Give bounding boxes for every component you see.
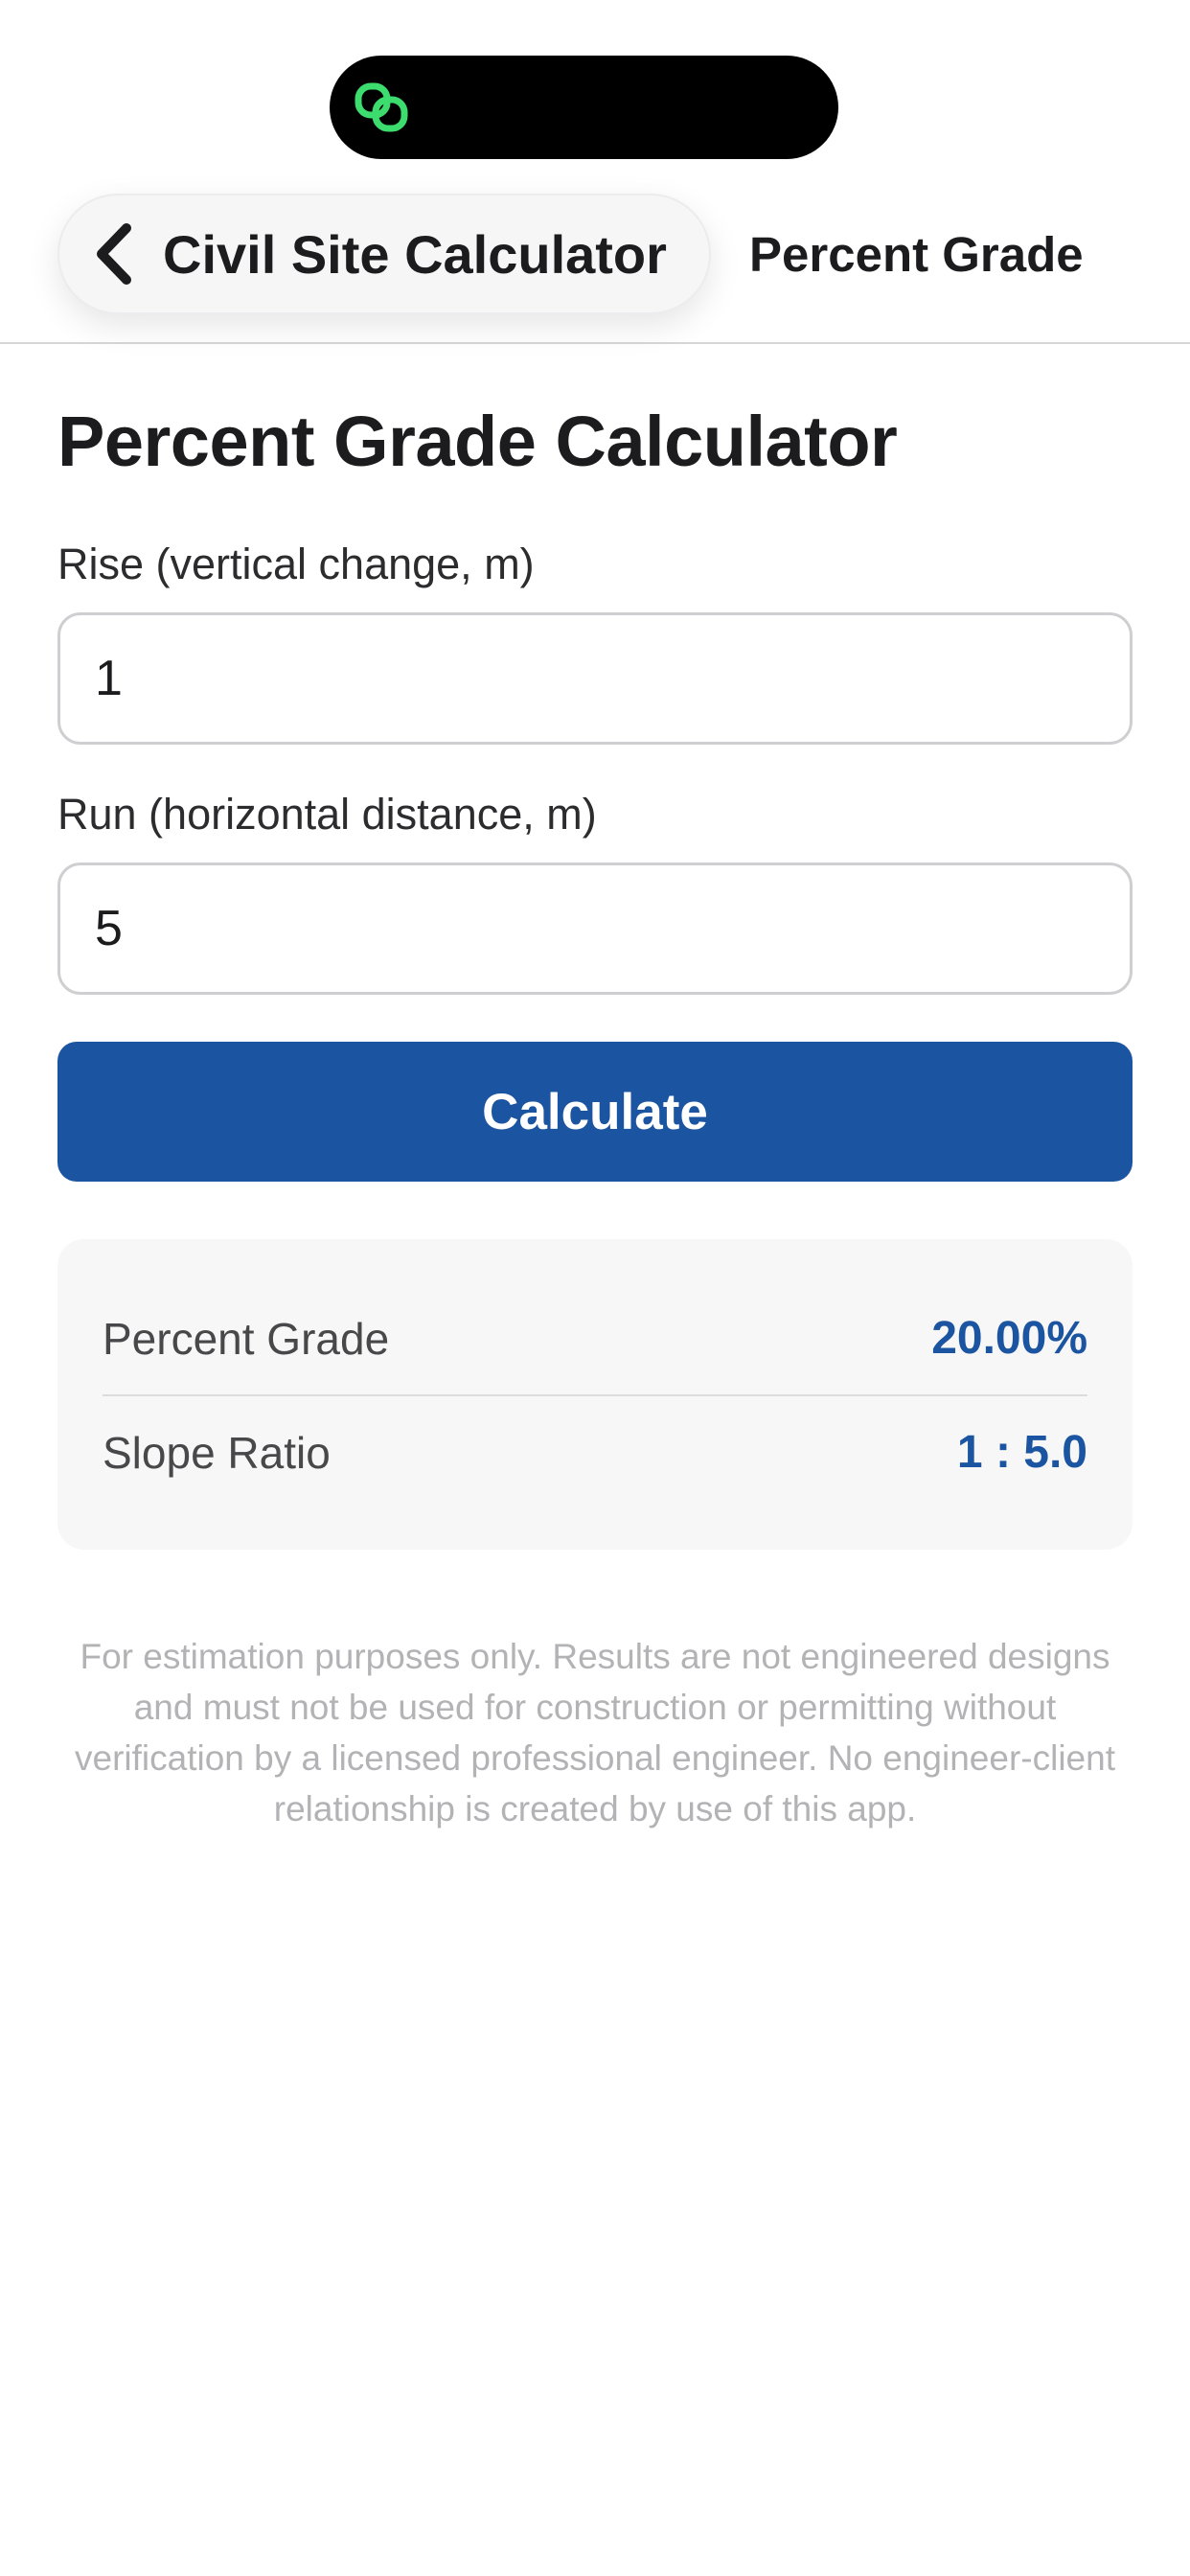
slope-ratio-label: Slope Ratio bbox=[103, 1427, 331, 1478]
calculate-button[interactable]: Calculate bbox=[57, 1042, 1133, 1182]
slope-ratio-row bbox=[103, 1396, 1087, 1508]
results-card bbox=[57, 1239, 1133, 1550]
percent-grade-row bbox=[103, 1282, 1087, 1396]
chevron-left-icon bbox=[90, 220, 136, 288]
back-button-label: Civil Site Calculator bbox=[163, 223, 667, 285]
nav-title: Percent Grade bbox=[749, 227, 1084, 282]
percent-grade-value: 20.00% bbox=[931, 1313, 1087, 1364]
run-input[interactable] bbox=[57, 862, 1133, 995]
disclaimer-text: For estimation purposes only. Results are not engineered designs and must not be used for construction or permitting without verification by a licensed professional engineer. No engineer-client relationship is created by use of this app. bbox=[75, 1637, 1115, 1828]
dynamic-island bbox=[330, 56, 838, 159]
run-label: Run (horizontal distance, m) bbox=[57, 790, 597, 839]
rise-input[interactable] bbox=[57, 612, 1133, 745]
page-title: Percent Grade Calculator bbox=[57, 402, 898, 481]
navigation-bar bbox=[0, 0, 1190, 344]
rise-label: Rise (vertical change, m) bbox=[57, 540, 535, 588]
back-button[interactable] bbox=[57, 194, 711, 314]
slope-ratio-value: 1 : 5.0 bbox=[956, 1427, 1087, 1478]
percent-grade-label: Percent Grade bbox=[103, 1313, 390, 1364]
linked-rings-icon bbox=[353, 79, 410, 136]
